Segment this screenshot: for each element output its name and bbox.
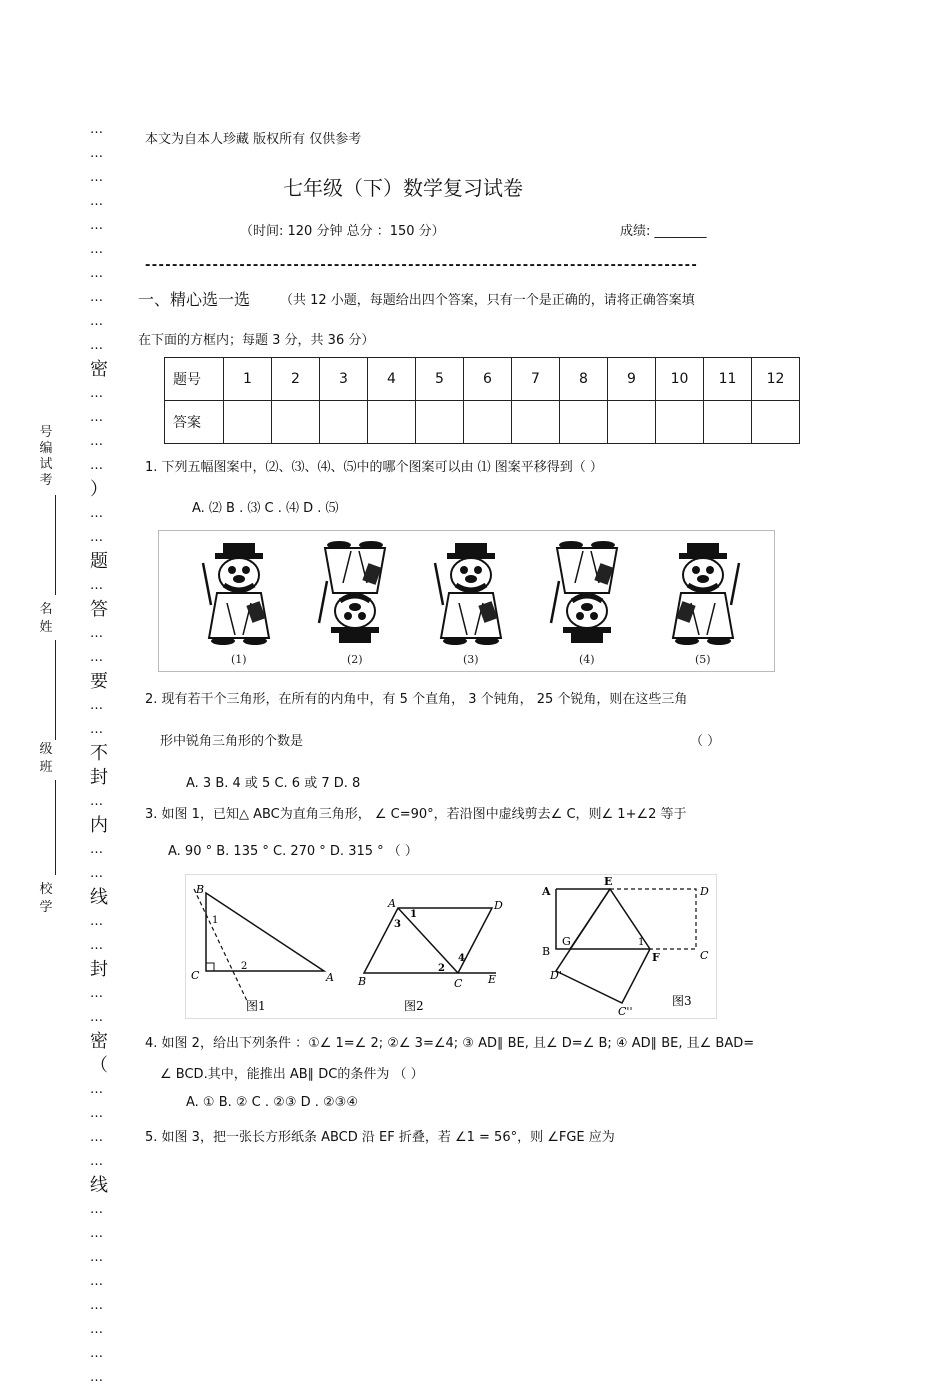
svg-text:1: 1 <box>212 915 219 926</box>
svg-text:B: B <box>358 975 367 988</box>
margin-dot-char: … <box>90 1298 104 1313</box>
svg-text:D': D' <box>550 969 562 982</box>
margin-dot-char: … <box>90 1370 104 1385</box>
figure-3-cartoon <box>435 543 501 645</box>
margin-dot-char: 密 <box>90 1031 109 1052</box>
margin-dot-char: … <box>90 626 104 641</box>
svg-text:A: A <box>542 885 551 898</box>
margin-dot-char: 答 <box>90 599 109 620</box>
q2-stem-line2: 形中锐角三角形的个数是 <box>160 734 304 749</box>
margin-line <box>55 495 56 595</box>
margin-dot-char: … <box>90 146 104 161</box>
margin-dot-char: 题 <box>90 551 109 572</box>
margin-dot-char: 内 <box>90 815 109 836</box>
margin-dot-char: … <box>90 242 104 257</box>
q2-options: A. 3 B. 4 或 5 C. 6 或 7 D. 8 <box>186 776 361 791</box>
question-number-cell: 6 <box>464 358 512 401</box>
answer-cell[interactable] <box>656 401 704 444</box>
answer-cell[interactable] <box>368 401 416 444</box>
svg-text:1: 1 <box>410 909 417 920</box>
section-heading: 一、精心选一选 <box>138 290 251 309</box>
margin-dot-char: 线 <box>90 1175 109 1196</box>
label-xing: 姓 <box>39 620 53 635</box>
question-number-cell: 3 <box>320 358 368 401</box>
question-number-cell: 5 <box>416 358 464 401</box>
margin-dot-char: 封 <box>90 959 109 980</box>
margin-dot-char: … <box>90 218 104 233</box>
figure-label-1: 图1 <box>246 999 266 1013</box>
margin-dot-char: （ <box>90 1055 109 1076</box>
margin-dot-char: … <box>90 1346 104 1361</box>
label-ming: 名 <box>39 602 53 617</box>
margin-dot-char: 不 <box>90 743 109 764</box>
figure-2-cartoon <box>319 541 385 643</box>
table-header-cell: 答案 <box>165 401 224 444</box>
margin-dot-char: … <box>90 290 104 305</box>
header-note: 本文为自本人珍藏 版权所有 仅供参考 <box>145 132 362 147</box>
label-hao: 号 <box>39 425 53 440</box>
svg-text:E: E <box>488 973 497 986</box>
margin-dot-char: 密 <box>90 359 109 380</box>
svg-text:B: B <box>542 945 551 958</box>
answer-cell[interactable] <box>464 401 512 444</box>
score-field: 成绩: ________ <box>620 224 707 239</box>
margin-dot-column <box>90 118 114 1390</box>
geometry-figure-1 <box>191 883 334 1013</box>
svg-text:3: 3 <box>394 919 401 930</box>
label-xiao: 校 <box>39 882 53 897</box>
margin-dot-char: … <box>90 866 104 881</box>
margin-dot-char: … <box>90 1082 104 1097</box>
answer-cell[interactable] <box>272 401 320 444</box>
margin-dot-char: 线 <box>90 887 109 908</box>
answer-cell[interactable] <box>560 401 608 444</box>
margin-dot-char: … <box>90 938 104 953</box>
q3-stem: 3. 如图 1，已知△ ABC为直角三角形， ∠ C=90°，若沿图中虚线剪去∠ C，则∠ 1+∠2 等于 <box>145 807 687 822</box>
figure-4-cartoon <box>551 541 617 643</box>
svg-text:C: C <box>191 969 200 982</box>
divider-line: ---------------------------------------------------------------------------------- <box>145 258 699 273</box>
margin-dot-char: … <box>90 578 104 593</box>
question-number-cell: 12 <box>752 358 800 401</box>
margin-dot-char: … <box>90 266 104 281</box>
margin-dot-char: … <box>90 698 104 713</box>
label-xue: 学 <box>39 900 53 915</box>
q4-stem-line2: ∠ BCD.其中，能推出 AB∥ DC的条件为 （ ） <box>160 1067 424 1082</box>
table-row <box>165 401 800 444</box>
margin-dot-char: … <box>90 410 104 425</box>
margin-dot-char: … <box>90 914 104 929</box>
answer-table <box>164 357 800 444</box>
question-number-cell: 8 <box>560 358 608 401</box>
table-row <box>165 358 800 401</box>
question-number-cell: 4 <box>368 358 416 401</box>
margin-dot-char: … <box>90 386 104 401</box>
exam-time-info: （时间: 120 分钟 总分 ：150 分） <box>240 224 445 239</box>
margin-dot-char: … <box>90 314 104 329</box>
section-instructions-1: （共 12 小题，每题给出四个答案，只有一个是正确的，请将正确答案填 <box>280 293 695 308</box>
q1-stem: 1. 下列五幅图案中，⑵、⑶、⑷、⑸中的哪个图案可以由 ⑴ 图案平移得到（ ） <box>145 460 603 475</box>
question-number-cell: 10 <box>656 358 704 401</box>
margin-dot-char: … <box>90 530 104 545</box>
margin-dot-char: … <box>90 1154 104 1169</box>
svg-text:C: C <box>700 949 709 962</box>
label-kao: 考 <box>39 473 53 488</box>
answer-cell[interactable] <box>704 401 752 444</box>
margin-dot-char: … <box>90 458 104 473</box>
margin-dot-char: … <box>90 338 104 353</box>
figure-label-3: 图3 <box>672 994 692 1008</box>
margin-dot-char: … <box>90 722 104 737</box>
geometry-figure-2 <box>357 897 503 1013</box>
margin-dot-char: … <box>90 794 104 809</box>
svg-text:D: D <box>494 899 503 912</box>
svg-text:F: F <box>652 951 660 964</box>
margin-dot-char: … <box>90 1250 104 1265</box>
margin-dot-char: … <box>90 170 104 185</box>
q5-stem: 5. 如图 3，把一张长方形纸条 ABCD 沿 EF 折叠，若 ∠1 = 56°，则 ∠FGE 应为 <box>145 1130 615 1145</box>
answer-cell[interactable] <box>512 401 560 444</box>
label-ji: 级 <box>39 742 53 757</box>
q3-options: A. 90 ° B. 135 ° C. 270 ° D. 315 ° （ ） <box>168 844 418 859</box>
svg-text:2: 2 <box>438 963 445 974</box>
margin-dot-char: … <box>90 1322 104 1337</box>
figure-2-caption: (2) <box>347 653 363 666</box>
figure-1-caption: (1) <box>231 653 247 666</box>
answer-cell[interactable] <box>416 401 464 444</box>
geometry-figure-3 <box>541 875 709 1018</box>
svg-text:B: B <box>196 883 205 896</box>
label-bian: 编 <box>39 441 53 456</box>
svg-text:2: 2 <box>241 961 248 972</box>
margin-dot-char: … <box>90 194 104 209</box>
margin-dot-char: 封 <box>90 767 109 788</box>
question-number-cell: 11 <box>704 358 752 401</box>
q2-stem-line1: 2. 现有若干个三角形，在所有的内角中，有 5 个直角， 3 个钝角， 25 个锐角，则在这些三角 <box>145 692 688 707</box>
margin-line <box>55 780 56 875</box>
svg-text:A: A <box>326 971 334 984</box>
margin-dot-char: … <box>90 650 104 665</box>
margin-dot-char: … <box>90 1202 104 1217</box>
figure-4-caption: (4) <box>579 653 595 666</box>
figure-5-caption: (5) <box>695 653 711 666</box>
question-number-cell: 7 <box>512 358 560 401</box>
svg-text:C: C <box>454 977 463 990</box>
svg-text:C'': C'' <box>618 1005 633 1018</box>
svg-text:E: E <box>604 875 613 888</box>
label-ban: 班 <box>39 760 53 775</box>
table-header-cell: 题号 <box>165 358 224 401</box>
answer-cell[interactable] <box>608 401 656 444</box>
margin-dot-char: … <box>90 506 104 521</box>
q3-figure-panel <box>185 874 717 1019</box>
margin-dot-char: … <box>90 1226 104 1241</box>
margin-dot-char: ） <box>90 479 109 500</box>
question-number-cell: 1 <box>224 358 272 401</box>
margin-dot-char: … <box>90 1130 104 1145</box>
question-number-cell: 9 <box>608 358 656 401</box>
q2-answer-paren: （ ） <box>690 734 721 749</box>
svg-text:A: A <box>388 897 396 910</box>
section-instructions-2: 在下面的方框内；每题 3 分，共 36 分） <box>138 333 375 348</box>
margin-dot-char: 要 <box>90 671 109 692</box>
q1-options: A. ⑵ B . ⑶ C . ⑷ D . ⑸ <box>192 501 339 516</box>
q4-options: A. ① B. ② C . ②③ D . ②③④ <box>186 1095 358 1110</box>
figure-1-cartoon <box>203 543 269 645</box>
label-shi: 试 <box>39 457 53 472</box>
answer-cell[interactable] <box>320 401 368 444</box>
margin-dot-char: … <box>90 1106 104 1121</box>
margin-dot-char: … <box>90 434 104 449</box>
answer-cell[interactable] <box>224 401 272 444</box>
margin-dot-char: … <box>90 1010 104 1025</box>
question-number-cell: 2 <box>272 358 320 401</box>
figure-5-cartoon <box>673 543 739 645</box>
q1-figure-panel <box>158 530 775 672</box>
svg-text:4: 4 <box>458 953 465 964</box>
figure-3-caption: (3) <box>463 653 479 666</box>
figure-label-2: 图2 <box>404 999 424 1013</box>
margin-line <box>55 640 56 740</box>
svg-text:G: G <box>562 935 571 948</box>
margin-dot-char: … <box>90 842 104 857</box>
svg-text:D: D <box>700 885 709 898</box>
margin-dot-char: … <box>90 122 104 137</box>
page-title: 七年级（下）数学复习试卷 <box>283 176 523 200</box>
answer-cell[interactable] <box>752 401 800 444</box>
margin-dot-char: … <box>90 986 104 1001</box>
margin-dot-char: … <box>90 1274 104 1289</box>
svg-text:1: 1 <box>638 937 645 948</box>
q4-stem-line1: 4. 如图 2，给出下列条件 ：①∠ 1=∠ 2; ②∠ 3=∠4; ③ AD∥ BE, 且∠ D=∠ B; ④ AD∥ BE, 且∠ BAD= <box>145 1036 755 1051</box>
